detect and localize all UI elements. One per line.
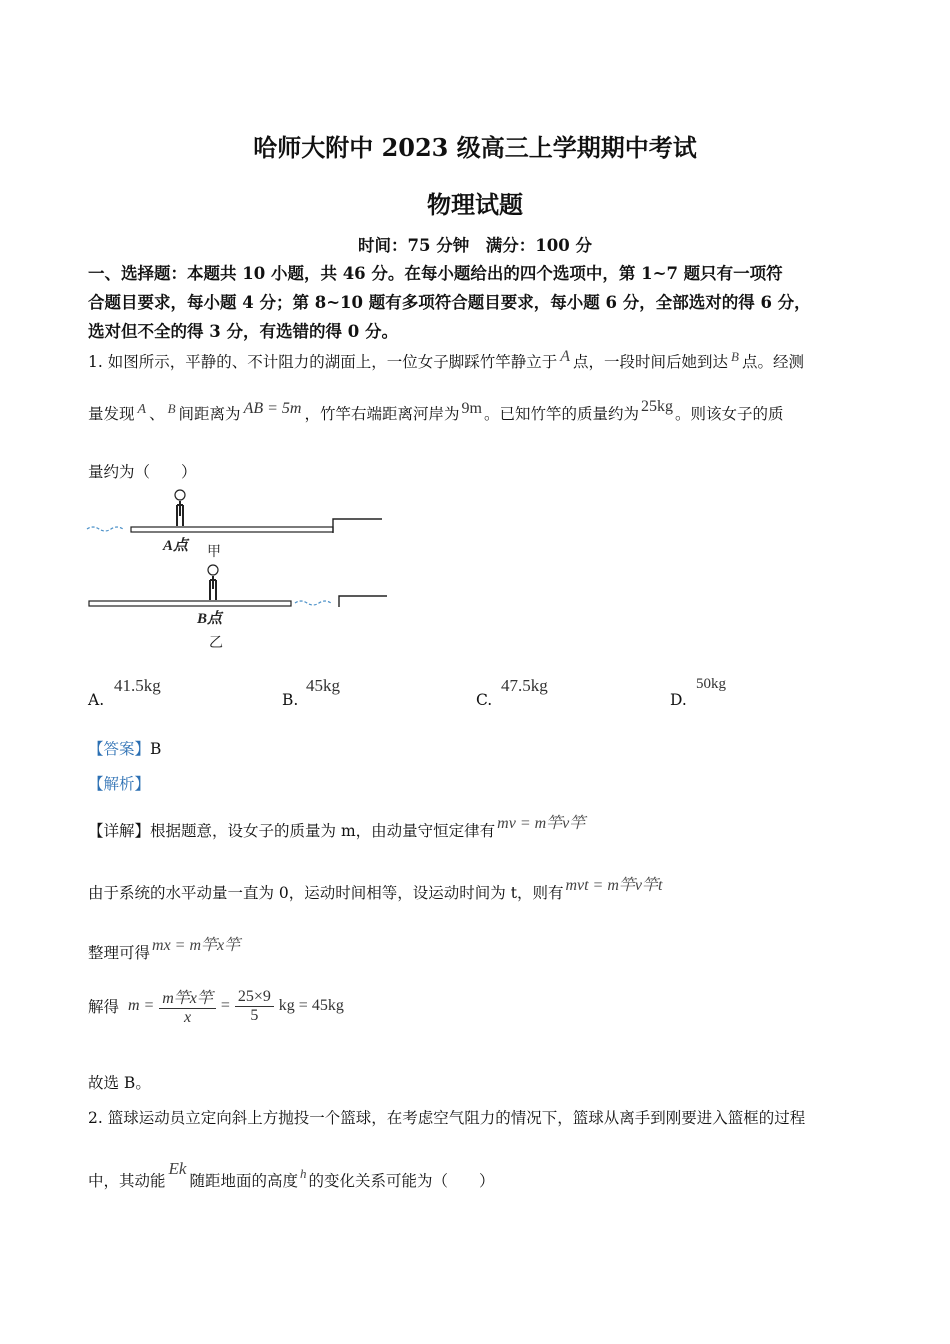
exam-info: 时间：75 分钟 满分：100 分: [358, 236, 592, 255]
figure-label-a: A点: [163, 538, 189, 554]
q2-text: 的变化关系可能为（ ）: [308, 1172, 495, 1190]
fraction-2: [235, 988, 274, 1025]
q1-text: 、: [149, 405, 165, 423]
q1-text: 。则该女子的质: [674, 405, 784, 423]
ab-distance: AB = 5m: [243, 400, 302, 417]
figure-label-jia: 甲: [207, 544, 221, 560]
var-b: B: [167, 401, 176, 416]
fraction-1-denominator: x: [184, 1009, 192, 1026]
q2-text: 随距地面的高度: [189, 1172, 298, 1190]
var-a: A: [560, 348, 570, 365]
fraction-2-denominator: 5: [250, 1006, 259, 1024]
page-subtitle: 物理试题: [427, 190, 523, 219]
question-2-line2: [88, 1159, 495, 1191]
solve-line: [88, 985, 344, 1027]
question-1-line2: [88, 398, 784, 424]
detail-label: 【详解】: [88, 822, 151, 840]
woman-figure-bottom: [208, 565, 218, 600]
question-1-line3: 量约为（ ）: [88, 463, 197, 481]
water-wave-bottom: [295, 601, 331, 605]
q1-text: 点。经测: [741, 353, 804, 371]
shore-distance: 9m: [461, 400, 482, 417]
water-wave-top: [87, 527, 123, 531]
var-ek: Ek: [168, 1159, 187, 1178]
fraction-1-numerator: m竿x竿: [159, 985, 216, 1009]
var-b: B: [731, 349, 739, 364]
answer-line: [88, 737, 161, 759]
figure-label-b: B点: [197, 611, 223, 627]
analysis-label: 【解析】: [88, 775, 151, 793]
option-a-value: 41.5kg: [114, 676, 161, 695]
question-2-line1: 2. 篮球运动员立定向斜上方抛投一个篮球，在考虑空气阻力的情况下，篮球从离手到刚要进入篮框的过程: [88, 1109, 806, 1127]
q1-text: 量发现: [88, 405, 135, 423]
pole-mass: 25kg: [640, 398, 673, 415]
equation-result: kg = 45kg: [278, 997, 344, 1014]
section-header-line1: 一、选择题：本题共 10 小题，共 46 分。在每小题给出的四个选项中，第 1~7 题只有一项符: [88, 264, 783, 283]
var-h: h: [299, 1166, 307, 1181]
equation-lhs: m =: [127, 997, 155, 1014]
woman-figure-top: [175, 490, 185, 526]
equation-momentum: mv = m竿v竿: [497, 815, 586, 832]
figure-label-yi: 乙: [209, 635, 223, 651]
momentum-text: 由于系统的水平动量一直为 0，运动时间相等，设运动时间为 t，则有: [88, 884, 564, 902]
q1-text: 1. 如图所示，平静的、不计阻力的湖面上，一位女子脚踩竹竿静立于: [88, 353, 558, 371]
option-a-letter: A.: [88, 691, 105, 709]
equation-equals: =: [220, 997, 230, 1014]
detail-text: 根据题意，设女子的质量为 m，由动量守恒定律有: [150, 822, 496, 840]
q1-text: ，竹竿右端距离河岸为: [304, 405, 460, 423]
var-a: A: [137, 402, 147, 417]
section-header-line2: 合题目要求，每小题 4 分；第 8~10 题有多项符合题目要求，每小题 6 分，全部选对的得 6 分，: [88, 293, 811, 312]
river-bank-top: [333, 519, 382, 533]
equation-impulse: mvt = m竿v竿t: [565, 877, 663, 894]
answer-value: B: [150, 740, 162, 758]
answer-label: 【答案】: [88, 740, 151, 758]
option-c-letter: C.: [476, 691, 493, 709]
section-header-line3: 选对但不全的得 3 分，有选错的得 0 分。: [88, 322, 398, 341]
fraction-2-numerator: 25×9: [235, 988, 274, 1007]
question-1-line1: [88, 350, 804, 372]
option-b-letter: B.: [282, 691, 299, 709]
bamboo-pole-bottom: [89, 601, 291, 606]
option-d-value: 50kg: [696, 676, 726, 692]
equation-displacement: mx = m竿x竿: [152, 937, 241, 954]
arrange-line: [88, 937, 241, 963]
momentum-line: [88, 877, 663, 903]
q1-text: 点，一段时间后她到达: [573, 353, 729, 371]
q1-text: 。已知竹竿的质量约为: [483, 405, 639, 423]
option-b-value: 45kg: [306, 676, 340, 695]
bamboo-pole-top: [131, 527, 333, 532]
question-1-figure: [85, 485, 395, 655]
conclusion: 故选 B。: [88, 1074, 151, 1092]
q1-text: 间距离为: [178, 405, 241, 423]
option-d-letter: D.: [670, 691, 687, 709]
river-bank-bottom: [339, 596, 387, 607]
option-c-value: 47.5kg: [501, 676, 548, 695]
page-title: 哈师大附中 2023 级高三上学期期中考试: [253, 133, 697, 162]
q2-text: 中，其动能: [88, 1172, 166, 1190]
fraction-1: [159, 985, 216, 1027]
detail-line: [88, 815, 586, 841]
solve-text: 解得: [88, 998, 120, 1016]
arrange-text: 整理可得: [88, 944, 151, 962]
